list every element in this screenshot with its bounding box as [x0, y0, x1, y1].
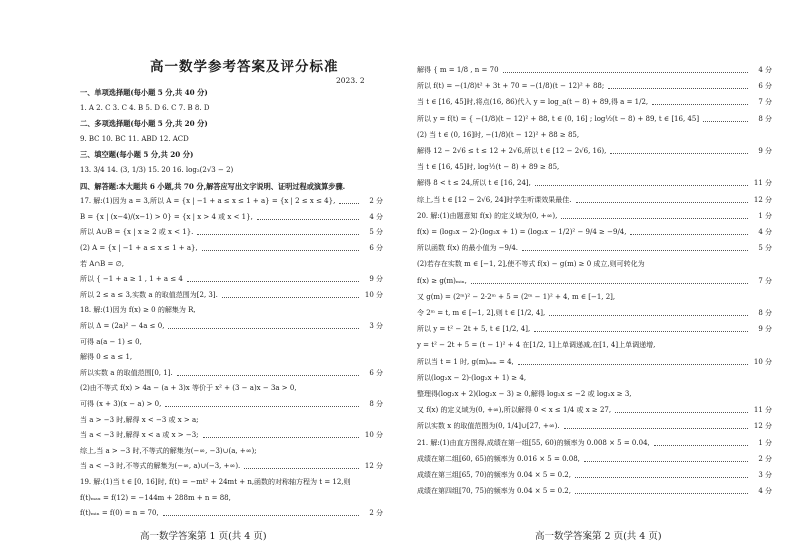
- answer-line: 解得 { m = 1/8 , n = 70: [417, 66, 499, 74]
- answer-line: (2) 当 t ∈ (0, 16]时, −(1/8)(t − 12)² + 88 ≥ 85,: [417, 130, 580, 139]
- score-mark: 3 分: [758, 471, 772, 479]
- score-mark: 4 分: [758, 487, 772, 496]
- score-mark: 7 分: [758, 276, 772, 285]
- score-mark: 6 分: [369, 244, 383, 252]
- score-mark: 8 分: [758, 309, 772, 317]
- dotted-leader: [615, 406, 748, 413]
- page-footer: 高一数学答案第 1 页(共 4 页): [140, 531, 267, 542]
- dotted-leader: [471, 277, 748, 284]
- dotted-leader: [610, 147, 748, 154]
- answer-line: 当 t ∈ [16, 45]时,将点(16, 86)代入 y = log_a(t − 8) + 89,得 a = 1/2,: [417, 98, 649, 107]
- answer-line: B = {x | (x−4)/(x−1) > 0} = {x | x > 4 或 x < 1},: [80, 212, 253, 221]
- answer-line: 17. 解:(1)因为 a = 3,所以 A = {x | −1 + a ≤ x ≤ 1 + a} = {x | 2 ≤ x ≤ 4},: [80, 197, 336, 206]
- score-mark: 3 分: [369, 322, 383, 330]
- answer-line: 当 a < −3 时,不等式的解集为(−∞, a)∪(−3, +∞).: [80, 462, 241, 471]
- section-heading: 二、多项选择题(每小题 5 分,共 20 分): [80, 119, 208, 129]
- answer-line: f(x) = (log₂x − 2)·(log₂x + 1) = (log₂x − 1/2)² − 9/4 ≥ −9/4,: [417, 228, 627, 236]
- answer-line: 所以 A∪B = {x | x ≥ 2 或 x < 1}.: [80, 228, 194, 237]
- answer-line: 综上,当 t ∈ [12 − 2√6, 24]时学生听课效果最佳.: [417, 195, 572, 204]
- section-heading: 一、单项选择题(每小题 5 分,共 40 分): [80, 88, 208, 97]
- exam-date: 2023. 2: [336, 76, 365, 85]
- answer-line: 令 2ᵐ = t, m ∈ [−1, 2],则 t ∈ [1/2, 4],: [417, 309, 546, 317]
- score-mark: 12 分: [753, 195, 772, 204]
- dotted-leader: [518, 358, 748, 365]
- score-mark: 12 分: [753, 422, 772, 431]
- score-mark: 6 分: [758, 82, 772, 91]
- answer-line: 所以 f(t) = −(1/8)t² + 3t + 70 = −(1/8)(t − 12)² + 88;: [417, 82, 605, 91]
- dotted-leader: [339, 197, 359, 204]
- answer-line: 当 t ∈ [16, 45]时, log½(t − 8) + 89 ≥ 85,: [417, 163, 560, 172]
- answer-line: 又 f(x) 的定义域为(0, +∞),所以解得 0 < x ≤ 1/4 或 x ≥ 27,: [417, 406, 612, 415]
- answer-line: 又 g(m) = (2ᵐ)² − 2·2ᵐ + 5 = (2ᵐ − 1)² + 4, m ∈ [−1, 2],: [417, 292, 616, 301]
- score-mark: 2 分: [369, 197, 383, 206]
- dotted-leader: [168, 322, 359, 329]
- dotted-leader: [522, 244, 748, 251]
- score-mark: 8 分: [369, 400, 383, 408]
- score-mark: 10 分: [364, 431, 383, 440]
- dotted-leader: [222, 291, 359, 298]
- score-mark: 5 分: [758, 244, 772, 253]
- dotted-leader: [575, 487, 748, 494]
- answer-line: 所以 Δ = (2a)² − 4a ≤ 0,: [80, 322, 165, 330]
- answer-line: 成绩在第四组[70, 75)的频率为 0.04 × 5 = 0.2,: [417, 487, 571, 496]
- score-mark: 4 分: [758, 66, 772, 74]
- section-heading: 四、解答题:本大题共 6 小题,共 70 分,解答应写出文字说明、证明过程或演算步骤.: [80, 181, 346, 191]
- answer-line: 若 A∩B = ∅,: [80, 259, 124, 268]
- dotted-leader: [561, 212, 748, 219]
- score-mark: 10 分: [364, 290, 383, 299]
- answer-line: 所以函数 f(x) 的最小值为 −9/4.: [417, 244, 519, 253]
- answer-line: 20. 解:(1)由题意知 f(x) 的定义域为(0, +∞),: [417, 211, 558, 220]
- dotted-leader: [654, 439, 748, 446]
- dotted-leader: [576, 196, 748, 203]
- answer-line: 成绩在第三组[65, 70)的频率为 0.04 × 5 = 0.2,: [417, 471, 571, 479]
- answer-line: 综上,当 a > −3 时,不等式的解集为(−∞, −3)∪(a, +∞);: [80, 446, 257, 455]
- answer-line: 13. 3/4 14. (3, 1/3) 15. 20 16. log₂(2√3 − 2): [80, 166, 234, 174]
- dotted-leader: [584, 455, 748, 462]
- dotted-leader: [202, 244, 359, 251]
- answer-line: 可得 (x + 3)(x − a) > 0,: [80, 400, 162, 408]
- score-mark: 7 分: [758, 98, 772, 107]
- answer-line: 1. A 2. C 3. C 4. B 5. D 6. C 7. B 8. D: [80, 103, 210, 112]
- score-mark: 9 分: [758, 325, 772, 334]
- answer-page-2: [397, 0, 794, 558]
- score-mark: 12 分: [364, 462, 383, 471]
- score-mark: 11 分: [753, 179, 772, 188]
- answer-line: (2) A = {x | −1 + a ≤ x ≤ 1 + a},: [80, 244, 198, 252]
- answer-line: 9. BC 10. BC 11. ABD 12. ACD: [80, 134, 189, 143]
- answer-line: f(x) ≥ g(m)ₘᵢₙ,: [417, 276, 467, 285]
- answer-line: (2)由不等式 f(x) > 4a − (a + 3)x 等价于 x² + (3 − a)x − 3a > 0,: [80, 384, 297, 393]
- score-mark: 9 分: [369, 275, 383, 284]
- dotted-leader: [534, 325, 748, 332]
- answer-line: 成绩在第二组[60, 65)的频率为 0.016 × 5 = 0.08,: [417, 454, 580, 463]
- dotted-leader: [203, 431, 359, 438]
- dotted-leader: [244, 462, 359, 469]
- score-mark: 2 分: [758, 454, 772, 463]
- answer-line: 18. 解:(1)因为 f(x) ≥ 0 的解集为 R,: [80, 306, 196, 315]
- dotted-leader: [197, 228, 359, 235]
- score-mark: 2 分: [369, 509, 383, 518]
- page-title: 高一数学参考答案及评分标准: [150, 59, 339, 75]
- score-mark: 5 分: [369, 228, 383, 237]
- answer-line: 所以 { −1 + a ≥ 1 , 1 + a ≤ 4: [80, 275, 183, 284]
- answer-line: 19. 解:(1)当 t ∈ [0, 16]时, f(t) = −mt² + 24mt + n,函数的对称轴方程为 t = 12,则: [80, 478, 351, 486]
- score-mark: 1 分: [758, 438, 772, 447]
- dotted-leader: [652, 98, 748, 105]
- answer-line: 整理得(log₂x + 2)(log₂x − 3) ≥ 0,解得 log₂x ≤ −2 或 log₂x ≥ 3,: [417, 390, 632, 398]
- score-mark: 4 分: [758, 228, 772, 236]
- score-mark: 6 分: [369, 368, 383, 377]
- dotted-leader: [564, 422, 748, 429]
- answer-line: 解得 12 − 2√6 ≤ t ≤ 12 + 2√6,所以 t ∈ [12 − 2√6, 16),: [417, 147, 607, 155]
- score-mark: 1 分: [758, 211, 772, 220]
- answer-line: 21. 解:(1)由直方图得,成绩在第一组[55, 60)的频率为 0.008 × 5 = 0.04,: [417, 438, 650, 447]
- answer-line: 所以实数 x 的取值范围为(0, 1/4]∪[27, +∞).: [417, 422, 560, 431]
- answer-line: 所以 y = f(t) = { −(1/8)(t − 12)² + 88, t ∈ (0, 16] ; log½(t − 8) + 89, t ∈ [16, 45]: [417, 114, 700, 123]
- answer-line: f(t)ₘᵢₙ = f(0) = n = 70,: [80, 509, 159, 518]
- dotted-leader: [177, 369, 359, 376]
- answer-line: y = t² − 2t + 5 = (t − 1)² + 4 在[1/2, 1]上单调递减,在[1, 4]上单调递增,: [417, 341, 656, 350]
- dotted-leader: [608, 82, 748, 89]
- page-footer: 高一数学答案第 2 页(共 4 页): [535, 531, 662, 542]
- answer-line: 所以实数 a 的取值范围[0, 1].: [80, 368, 173, 377]
- dotted-leader: [503, 66, 748, 73]
- dotted-leader: [549, 309, 748, 316]
- answer-line: 所以当 t = 1 时, g(m)ₘᵢₙ = 4,: [417, 357, 514, 366]
- dotted-leader: [257, 213, 359, 220]
- answer-line: 所以 2 ≤ a ≤ 3,实数 a 的取值范围为[2, 3].: [80, 290, 218, 299]
- answer-line: 可得 a(a − 1) ≤ 0,: [80, 337, 142, 346]
- answer-line: (2)若存在实数 m ∈ [−1, 2],使不等式 f(x) − g(m) ≥ 0 成立,则可转化为: [417, 260, 645, 269]
- answer-line: 所以 y = t² − 2t + 5, t ∈ [1/2, 4],: [417, 325, 531, 334]
- section-heading: 三、填空题(每小题 5 分,共 20 分): [80, 150, 194, 160]
- answer-line: 当 a > −3 时,解得 x < −3 或 x > a;: [80, 415, 199, 424]
- answer-line: 解得 8 < t ≤ 24,所以 t ∈ [16, 24],: [417, 179, 531, 188]
- dotted-leader: [165, 400, 359, 407]
- answer-line: 解得 0 ≤ a ≤ 1,: [80, 353, 133, 362]
- dotted-leader: [163, 509, 359, 516]
- score-mark: 8 分: [758, 114, 772, 123]
- score-mark: 10 分: [753, 357, 772, 366]
- dotted-leader: [187, 275, 359, 282]
- answer-line: 所以(log₂x − 2)·(log₂x + 1) ≥ 4,: [417, 373, 527, 382]
- score-mark: 4 分: [369, 212, 383, 221]
- dotted-leader: [575, 471, 748, 478]
- score-mark: 9 分: [758, 147, 772, 155]
- answer-line: f(t)ₘₐₓ = f(12) = −144m + 288m + n = 88,: [80, 493, 231, 502]
- dotted-leader: [535, 179, 748, 186]
- score-mark: 11 分: [753, 406, 772, 415]
- dotted-leader: [703, 115, 748, 122]
- dotted-leader: [630, 228, 748, 235]
- answer-line: 当 a < −3 时,解得 x < a 或 x > −3;: [80, 431, 199, 440]
